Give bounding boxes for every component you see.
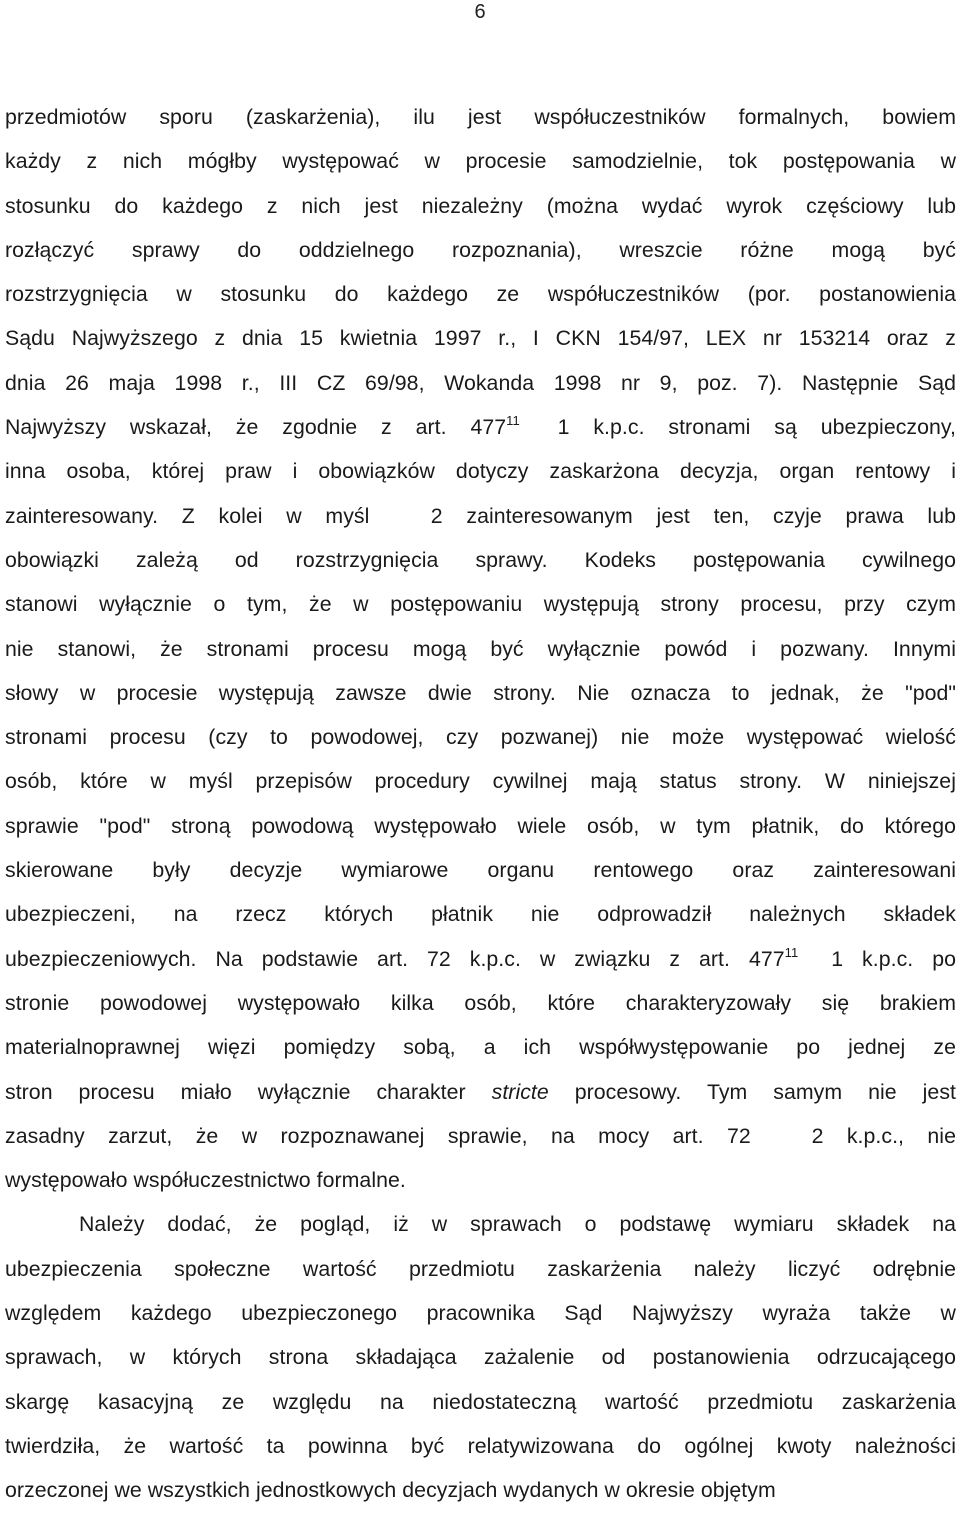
text-line: stanowi wyłącznie o tym, że w postępowaniu występują strony procesu, przy czym bbox=[5, 592, 956, 617]
italic-term: stricte bbox=[491, 1079, 549, 1104]
document-body bbox=[5, 95, 956, 1513]
superscript: 11 bbox=[784, 944, 799, 960]
text-line: orzeczonej we wszystkich jednostkowych decyzjach wydanych w okresie objętym bbox=[5, 1478, 776, 1503]
text-line: występowało współuczestnictwo formalne. bbox=[5, 1168, 406, 1193]
text-segment: 2 k.p.c., nie bbox=[788, 1123, 956, 1148]
text-line: skierowane były decyzje wymiarowe organu rentowego oraz zainteresowani bbox=[5, 858, 956, 883]
text-line: względem każdego ubezpieczonego pracownika Sąd Najwyższy wyraża także w bbox=[5, 1301, 956, 1326]
superscript: 11 bbox=[506, 413, 520, 429]
text-line bbox=[5, 405, 956, 449]
text-line: inna osoba, której praw i obowiązków dotyczy zaskarżona decyzja, organ rentowy i bbox=[5, 459, 956, 484]
text-segment: stron procesu miało wyłącznie charakter bbox=[5, 1079, 492, 1104]
text-line: skargę kasacyjną ze względu na niedostateczną wartość przedmiotu zaskarżenia bbox=[5, 1389, 956, 1414]
text-line: każdy z nich mógłby występować w procesie samodzielnie, tok postępowania w bbox=[5, 149, 956, 174]
paragraph-2 bbox=[5, 1202, 956, 1512]
text-line bbox=[5, 494, 956, 538]
text-line: stronami procesu (czy to powodowej, czy pozwanej) nie może występować wielość bbox=[5, 725, 956, 750]
text-line: materialnoprawnej więzi pomiędzy sobą, a ich współwystępowanie po jednej ze bbox=[5, 1035, 956, 1060]
text-segment: procesowy. Tym samym nie jest bbox=[548, 1079, 956, 1104]
text-line: przedmiotów sporu (zaskarżenia), ilu jest współuczestników formalnych, bowiem bbox=[5, 105, 956, 129]
text-line bbox=[5, 1070, 956, 1114]
text-line: Sądu Najwyższego z dnia 15 kwietnia 1997 r., I CKN 154/97, LEX nr 153214 oraz z bbox=[5, 326, 956, 351]
paragraph-1 bbox=[5, 95, 956, 1202]
text-line: twierdziła, że wartość ta powinna być relatywizowana do ogólnej kwoty należności bbox=[5, 1433, 956, 1458]
text-segment: 1 k.p.c. po bbox=[812, 946, 956, 971]
text-segment: zainteresowany. Z kolei w myśl bbox=[5, 503, 394, 528]
text-segment: Najwyższy wskazał, że zgodnie z art. 477 bbox=[5, 415, 507, 440]
text-segment: 1 k.p.c. stronami są ubezpieczony, bbox=[533, 415, 956, 440]
text-line: ubezpieczeni, na rzecz których płatnik nie odprowadził należnych składek bbox=[5, 902, 956, 927]
text-line: nie stanowi, że stronami procesu mogą być wyłącznie powód i pozwany. Innymi bbox=[5, 636, 956, 661]
page-number: 6 bbox=[474, 1, 486, 23]
text-line bbox=[5, 937, 956, 981]
text-line: osób, które w myśl przepisów procedury cywilnej mają status strony. W niniejszej bbox=[5, 769, 956, 794]
text-line: obowiązki zależą od rozstrzygnięcia sprawy. Kodeks postępowania cywilnego bbox=[5, 547, 956, 572]
text-segment: ubezpieczeniowych. Na podstawie art. 72 k.p.c. w związku z art. 477 bbox=[5, 946, 785, 971]
text-line: rozłączyć sprawy do oddzielnego rozpoznania), wreszcie różne mogą być bbox=[5, 237, 956, 262]
text-line: stosunku do każdego z nich jest niezależny (można wydać wyrok częściowy lub bbox=[5, 193, 956, 218]
text-line bbox=[5, 1114, 956, 1158]
text-segment: zasadny zarzut, że w rozpoznawanej sprawie, na mocy art. 72 bbox=[5, 1123, 775, 1148]
text-line: stronie powodowej występowało kilka osób, które charakteryzowały się brakiem bbox=[5, 990, 956, 1015]
text-line: dnia 26 maja 1998 r., III CZ 69/98, Wokanda 1998 nr 9, poz. 7). Następnie Sąd bbox=[5, 370, 956, 395]
text-segment: 2 zainteresowanym jest ten, czyje prawa lub bbox=[407, 503, 956, 528]
text-line: Należy dodać, że pogląd, iż w sprawach o podstawę wymiaru składek na bbox=[79, 1212, 956, 1237]
text-line: sprawie "pod" stroną powodową występowało wiele osób, w tym płatnik, do którego bbox=[5, 813, 956, 838]
text-line: rozstrzygnięcia w stosunku do każdego ze współuczestników (por. postanowienia bbox=[5, 282, 956, 307]
text-line: sprawach, w których strona składająca zażalenie od postanowienia odrzucającego bbox=[5, 1345, 956, 1370]
text-line: słowy w procesie występują zawsze dwie strony. Nie oznacza to jednak, że "pod" bbox=[5, 680, 956, 705]
text-line: ubezpieczenia społeczne wartość przedmiotu zaskarżenia należy liczyć odrębnie bbox=[5, 1256, 956, 1281]
